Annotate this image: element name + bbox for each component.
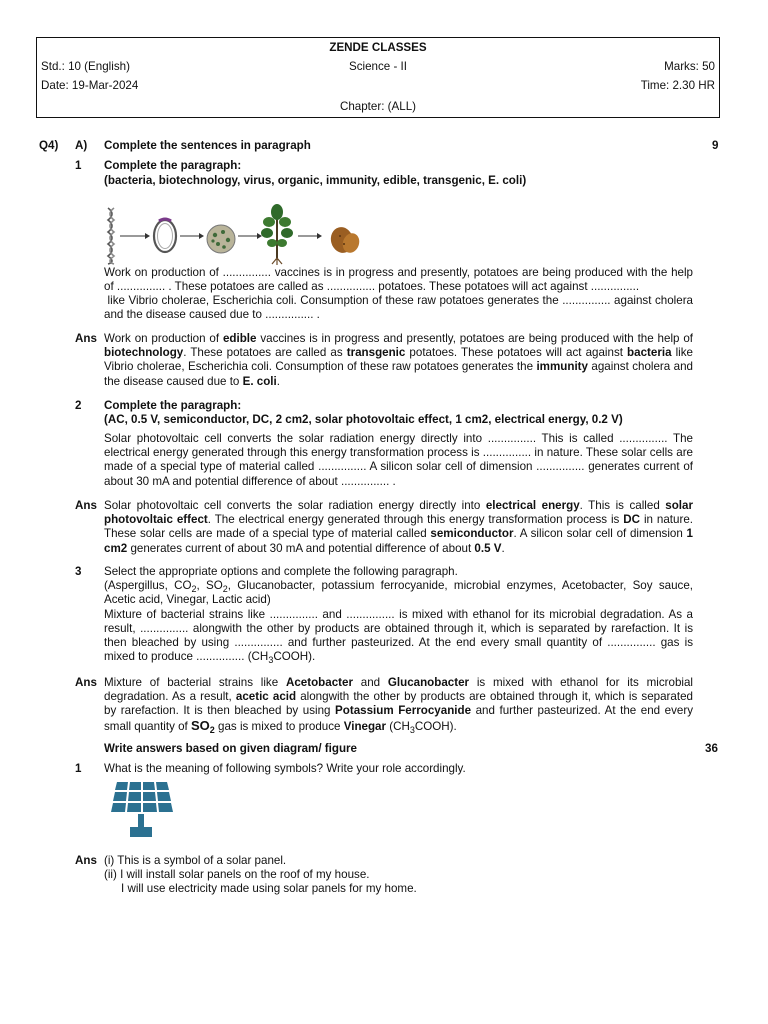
section-title: Complete the sentences in paragraph <box>104 139 311 152</box>
std-label: Std.: 10 (English) <box>41 60 130 73</box>
time-label: Time: 2.30 HR <box>640 79 715 92</box>
question-paragraph: Select the appropriate options and complete the following paragraph. (Aspergillus, $CO_2$, $SO_2$, Glucanobacter, potassium ferrocyanide, microbial enzymes, Acetobacter, Soy sauce, Acetic acid, Vinegar, Lactic acid) Mixture of bacterial strains like ............... and ............... is mixed with ethanol for its microbial degradation. As a result, ............... alongwith the other by products are obtained through it, which is separated by rarefaction. It is then bleached by using ............... and further pasteurized. At the end every small quantity of ............... gas is mixed to produce ............... $(CH_3COOH)$. <box>104 565 693 666</box>
question-number: Q4) <box>39 139 59 152</box>
bacteria-colony-icon <box>207 225 235 253</box>
question-title: Complete the paragraph: <box>104 159 242 172</box>
answer-line: (i) This is a symbol of a solar panel. <box>104 854 287 867</box>
answer-label: Ans <box>75 854 97 867</box>
question-number: 2 <box>75 399 82 412</box>
answer-paragraph: Solar photovoltaic cell converts the solar radiation energy directly into electrical energy. This is called solar photovoltaic effect. The electrical energy generated through this energy transformation process is DC in nature. These solar cells are made of a special type of material called semiconductor. A silicon solar cell of dimension 1 cm2 generates current of about 30 mA and potential difference of about 0.5 V. <box>104 499 694 555</box>
plasmid-icon <box>154 219 176 252</box>
question-paragraph: like Vibrio cholerae, Escherichia coli. Consumption of these raw potatoes generates the ............... against cholera and the disease caused due to ............... . <box>104 294 693 322</box>
section-marks: 9 <box>712 139 719 152</box>
question-paragraph: Work on production of ............... vaccines is in progress and presently, potatoes are being produced with the help of ............... . These potatoes are called as ............... potatoes. These potatoes will act against ............... <box>104 266 693 294</box>
question-number: 1 <box>75 159 82 172</box>
question-paragraph: Solar photovoltaic cell converts the solar radiation energy directly into ............... This is called ............... The electrical energy generated through this energy transformation process is ............... in nature. These solar cells are made of a special type of material called ............... A silicon solar cell of dimension ............... generates current of about 30 mA and potential difference of about ............... . <box>104 432 693 488</box>
section-title: Write answers based on given diagram/ figure <box>104 742 357 755</box>
answer-label: Ans <box>75 676 97 689</box>
options-list: (bacteria, biotechnology, virus, organic, immunity, edible, transgenic, E. coli) <box>104 174 527 187</box>
answer-label: Ans <box>75 499 97 512</box>
paper-header <box>36 37 720 118</box>
institute-name: ZENDE CLASSES <box>329 41 427 54</box>
answer-line: I will use electricity made using solar panels for my home. <box>121 882 417 895</box>
question-number: 3 <box>75 565 82 578</box>
plant-icon <box>261 204 293 265</box>
subject-label: Science - II <box>349 60 407 73</box>
question-text: What is the meaning of following symbols? Write your role accordingly. <box>104 762 466 775</box>
potato-icon <box>328 225 362 256</box>
options-list: (AC, 0.5 V, semiconductor, DC, 2 cm2, solar photovoltaic effect, 1 cm2, electrical energy, 0.2 V) <box>104 413 623 426</box>
question-number: 1 <box>75 762 82 775</box>
section-part: A) <box>75 139 88 152</box>
marks-label: Marks: 50 <box>664 60 715 73</box>
biotech-diagram <box>104 202 366 266</box>
answer-label: Ans <box>75 332 97 345</box>
answer-paragraph: Mixture of bacterial strains like Acetobacter and Glucanobacter is mixed with ethanol for its microbial degradation. As a result, acetic acid alongwith the other by products are obtained through it, which is separated by rarefaction. It is then bleached by using Potassium Ferrocyanide and further pasteurized. At the end every small quantity of $SO_2$ gas is mixed to produce Vinegar $(CH_3COOH)$. <box>104 676 693 735</box>
question-title: Complete the paragraph: <box>104 399 242 412</box>
date-label: Date: 19-Mar-2024 <box>41 79 139 92</box>
solar-panel-icon <box>108 780 174 842</box>
section-marks: 36 <box>705 742 718 755</box>
chapter-label: Chapter: (ALL) <box>339 100 417 113</box>
dna-icon <box>108 208 114 264</box>
answer-paragraph: Work on production of edible vaccines is in progress and presently, potatoes are being produced with the help of biotechnology. These potatoes are called as transgenic potatoes. These potatoes will act against bacteria like Vibrio cholerae, Escherichia coli. Consumption of these raw potatoes generates the immunity against cholera and the disease caused due to E. coli. <box>104 332 693 388</box>
answer-line: (ii) I will install solar panels on the roof of my house. <box>104 868 370 881</box>
